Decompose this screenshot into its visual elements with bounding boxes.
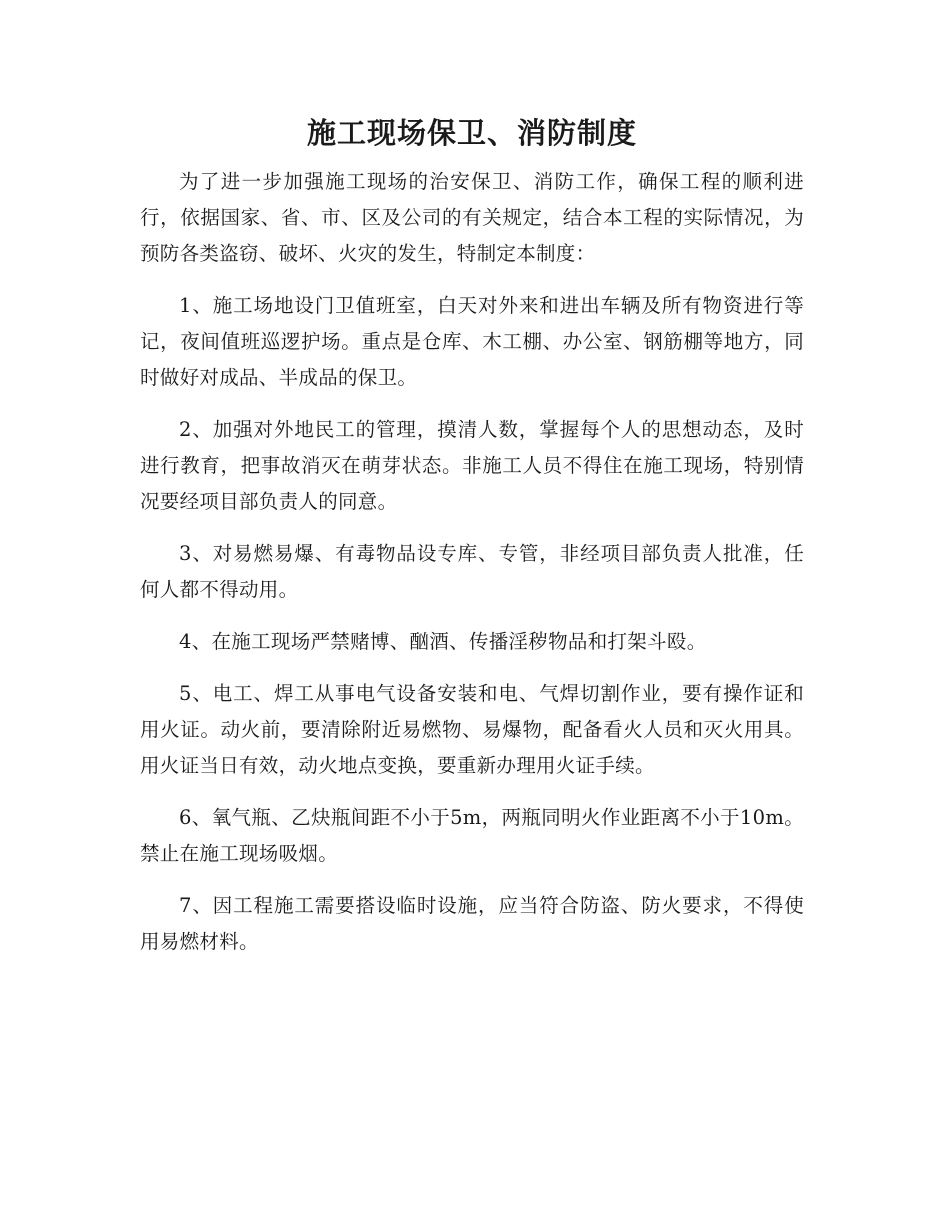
rule-item-4: 4、在施工现场严禁赌博、酗酒、传播淫秽物品和打架斗殴。 <box>179 630 707 653</box>
rule-item-3: 3、对易燃易爆、有毒物品设专库、专管，非经项目部负责人批准，任何人都不得动用。 <box>140 542 804 601</box>
intro-paragraph: 为了进一步加强施工现场的治安保卫、消防工作，确保工程的顺利进行，依据国家、省、市、区及公司的有关规定，结合本工程的实际情况，为预防各类盗窃、破坏、火灾的发生，特制定本制度： <box>140 170 804 265</box>
rule-item-1: 1、施工场地设门卫值班室，白天对外来和进出车辆及所有物资进行等记，夜间值班巡逻护场。重点是仓库、木工棚、办公室、钢筋棚等地方，同时做好对成品、半成品的保卫。 <box>140 294 804 389</box>
rule-item-6: 6、氧气瓶、乙炔瓶间距不小于5m，两瓶同明火作业距离不小于10m。禁止在施工现场吸烟。 <box>140 806 804 865</box>
rule-item-2: 2、加强对外地民工的管理，摸清人数，掌握每个人的思想动态，及时进行教育，把事故消灭在萌芽状态。非施工人员不得住在施工现场，特别情况要经项目部负责人的同意。 <box>140 418 804 513</box>
document-title: 施工现场保卫、消防制度 <box>306 116 637 150</box>
rule-item-5: 5、电工、焊工从事电气设备安装和电、气焊切割作业，要有操作证和用火证。动火前，要清除附近易燃物、易爆物，配备看火人员和灭火用具。用火证当日有效，动火地点变换，要重新办理用火证手续。 <box>140 682 804 777</box>
document-page <box>140 108 804 976</box>
rule-item-7: 7、因工程施工需要搭设临时设施，应当符合防盗、防火要求，不得使用易燃材料。 <box>140 894 804 953</box>
